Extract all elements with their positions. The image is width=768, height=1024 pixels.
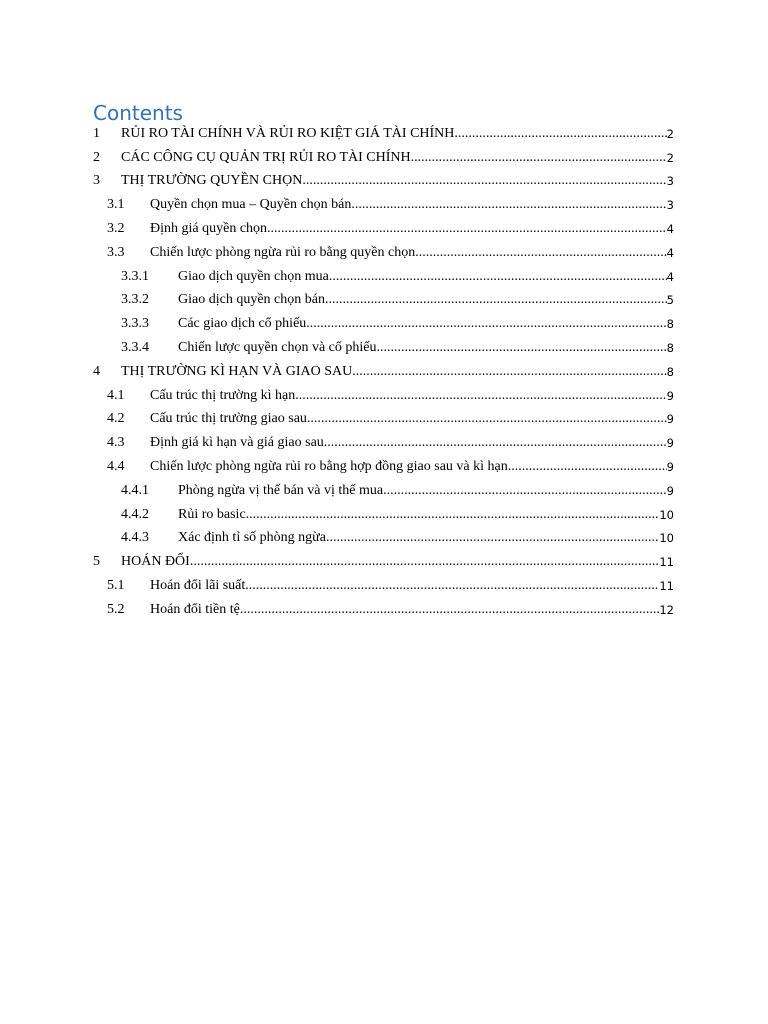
toc-entry-number: 5.2 — [107, 601, 125, 617]
toc-entry[interactable] — [0, 455, 768, 479]
toc-entry-page-number[interactable]: 3 — [666, 174, 674, 189]
toc-entry[interactable] — [0, 384, 768, 408]
toc-entry-title[interactable]: Giao dịch quyền chọn bán — [178, 292, 325, 308]
toc-entry-title[interactable]: CÁC CÔNG CỤ QUẢN TRỊ RỦI RO TÀI CHÍNH — [121, 149, 411, 165]
toc-entry-number: 5 — [93, 554, 100, 570]
toc-entry-title[interactable]: Các giao dịch cổ phiếu — [178, 316, 307, 332]
toc-entry-title[interactable]: Xác định tỉ số phòng ngừa — [178, 530, 326, 546]
toc-entry-number: 3.3.3 — [121, 316, 149, 332]
toc-entry[interactable] — [0, 289, 768, 313]
toc-entry-title[interactable]: Cấu trúc thị trường giao sau — [150, 411, 307, 427]
toc-dot-leader — [351, 197, 666, 213]
toc-entry[interactable] — [0, 479, 768, 503]
toc-entry-body — [150, 408, 674, 432]
toc-entry-body — [121, 122, 674, 146]
toc-entry-body — [150, 384, 674, 408]
toc-entry-body — [178, 336, 674, 360]
toc-entry-body — [150, 241, 674, 265]
toc-entry[interactable] — [0, 574, 768, 598]
toc-dot-leader — [246, 507, 660, 523]
toc-entry-title[interactable]: Hoán đổi tiền tệ — [150, 601, 240, 617]
toc-entry-number: 5.1 — [107, 578, 125, 594]
toc-entry-title[interactable]: Hoán đổi lãi suất — [150, 578, 246, 594]
toc-entry-title[interactable]: THỊ TRƯỜNG QUYỀN CHỌN — [121, 173, 303, 189]
toc-entry-page-number[interactable]: 4 — [666, 269, 674, 284]
toc-entry-number: 3.3.4 — [121, 340, 149, 356]
toc-dot-leader — [411, 150, 667, 166]
toc-entry-number: 4 — [93, 363, 100, 379]
toc-dot-leader — [352, 364, 666, 380]
toc-dot-leader — [307, 411, 667, 427]
toc-entry-number: 4.2 — [107, 411, 125, 427]
toc-entry[interactable] — [0, 598, 768, 622]
toc-dot-leader — [306, 316, 666, 332]
toc-entry[interactable] — [0, 360, 768, 384]
toc-entry-title[interactable]: THỊ TRƯỜNG KÌ HẠN VÀ GIAO SAU — [121, 363, 353, 379]
toc-heading: Contents — [93, 101, 183, 125]
toc-entry-title[interactable]: Giao dịch quyền chọn mua — [178, 268, 329, 284]
toc-entry-number: 4.4.3 — [121, 530, 149, 546]
toc-dot-leader — [267, 221, 667, 237]
toc-entry-number: 3.3.1 — [121, 268, 149, 284]
toc-dot-leader — [508, 459, 667, 475]
toc-entry-page-number[interactable]: 10 — [659, 531, 674, 546]
toc-dot-leader — [324, 435, 667, 451]
toc-entry-number: 1 — [93, 125, 100, 141]
toc-entry[interactable] — [0, 217, 768, 241]
toc-entry-page-number[interactable]: 10 — [659, 507, 674, 522]
toc-entry-number: 3.3.2 — [121, 292, 149, 308]
toc-entry-title[interactable]: Rủi ro basic — [178, 506, 246, 522]
toc-entry-title[interactable]: Quyền chọn mua – Quyền chọn bán — [150, 197, 352, 213]
toc-entry-page-number[interactable]: 9 — [666, 436, 674, 451]
toc-dot-leader — [302, 173, 666, 189]
toc-entry-number: 4.3 — [107, 435, 125, 451]
toc-entry-page-number[interactable]: 9 — [666, 412, 674, 427]
toc-entry-number: 4.4.2 — [121, 506, 149, 522]
toc-entry-page-number[interactable]: 11 — [659, 555, 674, 570]
toc-entry-title[interactable]: Phòng ngừa vị thế bán và vị thế mua — [178, 482, 384, 498]
toc-entry-page-number[interactable]: 2 — [666, 126, 674, 141]
toc-entry-page-number[interactable]: 5 — [666, 293, 674, 308]
toc-entry-number: 3.1 — [107, 197, 125, 213]
toc-entry-title[interactable]: HOÁN ĐỔI — [121, 554, 190, 570]
toc-entry-body — [121, 550, 674, 574]
toc-entry-page-number[interactable]: 8 — [666, 317, 674, 332]
toc-entry-body — [150, 431, 674, 455]
toc-entry-page-number[interactable]: 9 — [666, 483, 674, 498]
toc-entry-body — [178, 312, 674, 336]
toc-entry[interactable] — [0, 503, 768, 527]
toc-entry-body — [178, 289, 674, 313]
toc-entry-page-number[interactable]: 11 — [659, 579, 674, 594]
toc-entry-number: 3 — [93, 173, 100, 189]
toc-entry-number: 3.2 — [107, 221, 125, 237]
toc-entry-body — [150, 193, 674, 217]
toc-entry-body — [150, 574, 674, 598]
toc-dot-leader — [190, 554, 660, 570]
toc-entry-title[interactable]: Chiến lược phòng ngừa rủi ro bằng hợp đồng giao sau và kì hạn — [150, 459, 508, 475]
toc-entry-title[interactable]: Chiến lược phòng ngừa rủi ro bằng quyền chọn — [150, 244, 416, 260]
toc-entry[interactable] — [0, 241, 768, 265]
toc-entry-page-number[interactable]: 12 — [659, 602, 674, 617]
toc-entry-title[interactable]: Cấu trúc thị trường kì hạn — [150, 387, 296, 403]
toc-entry[interactable] — [0, 431, 768, 455]
table-of-contents — [0, 122, 768, 622]
toc-dot-leader — [377, 340, 667, 356]
toc-entry[interactable] — [0, 265, 768, 289]
toc-dot-leader — [325, 292, 667, 308]
toc-entry-number: 2 — [93, 149, 100, 165]
toc-entry[interactable] — [0, 146, 768, 170]
toc-entry-number: 4.4 — [107, 459, 125, 475]
toc-entry-number: 3.3 — [107, 244, 125, 260]
toc-entry[interactable] — [0, 122, 768, 146]
toc-entry-body — [178, 479, 674, 503]
toc-entry-page-number[interactable]: 9 — [666, 460, 674, 475]
toc-dot-leader — [295, 388, 666, 404]
toc-dot-leader — [383, 483, 667, 499]
toc-entry-page-number[interactable]: 8 — [666, 364, 674, 379]
toc-entry-body — [150, 217, 674, 241]
toc-entry[interactable] — [0, 312, 768, 336]
toc-entry[interactable] — [0, 336, 768, 360]
toc-entry-page-number[interactable]: 4 — [666, 222, 674, 237]
toc-entry[interactable] — [0, 193, 768, 217]
toc-dot-leader — [326, 530, 659, 546]
toc-entry-body — [121, 146, 674, 170]
toc-entry[interactable] — [0, 550, 768, 574]
toc-dot-leader — [415, 245, 666, 261]
toc-dot-leader — [245, 578, 659, 594]
toc-entry-page-number[interactable]: 4 — [666, 245, 674, 260]
toc-entry[interactable] — [0, 408, 768, 432]
toc-entry-title[interactable]: Chiến lược quyền chọn và cổ phiếu — [178, 340, 377, 356]
toc-entry-body — [178, 265, 674, 289]
toc-entry-body — [121, 170, 674, 194]
toc-entry-page-number[interactable]: 3 — [666, 198, 674, 213]
toc-entry-page-number[interactable]: 2 — [666, 150, 674, 165]
toc-entry-page-number[interactable]: 9 — [666, 388, 674, 403]
toc-entry[interactable] — [0, 527, 768, 551]
toc-entry-body — [150, 455, 674, 479]
toc-dot-leader — [329, 269, 667, 285]
toc-entry-title[interactable]: RỦI RO TÀI CHÍNH VÀ RỦI RO KIỆT GIÁ TÀI CHÍNH — [121, 125, 455, 141]
toc-entry-number: 4.4.1 — [121, 482, 149, 498]
toc-dot-leader — [240, 602, 660, 618]
toc-entry-number: 4.1 — [107, 387, 125, 403]
toc-entry-body — [150, 598, 674, 622]
toc-entry-body — [178, 503, 674, 527]
toc-entry-title[interactable]: Định giá quyền chọn — [150, 221, 268, 237]
toc-entry-body — [178, 527, 674, 551]
toc-entry[interactable] — [0, 170, 768, 194]
toc-dot-leader — [454, 126, 666, 142]
toc-entry-title[interactable]: Định giá kì hạn và giá giao sau — [150, 435, 324, 451]
toc-entry-page-number[interactable]: 8 — [666, 341, 674, 356]
toc-entry-body — [121, 360, 674, 384]
